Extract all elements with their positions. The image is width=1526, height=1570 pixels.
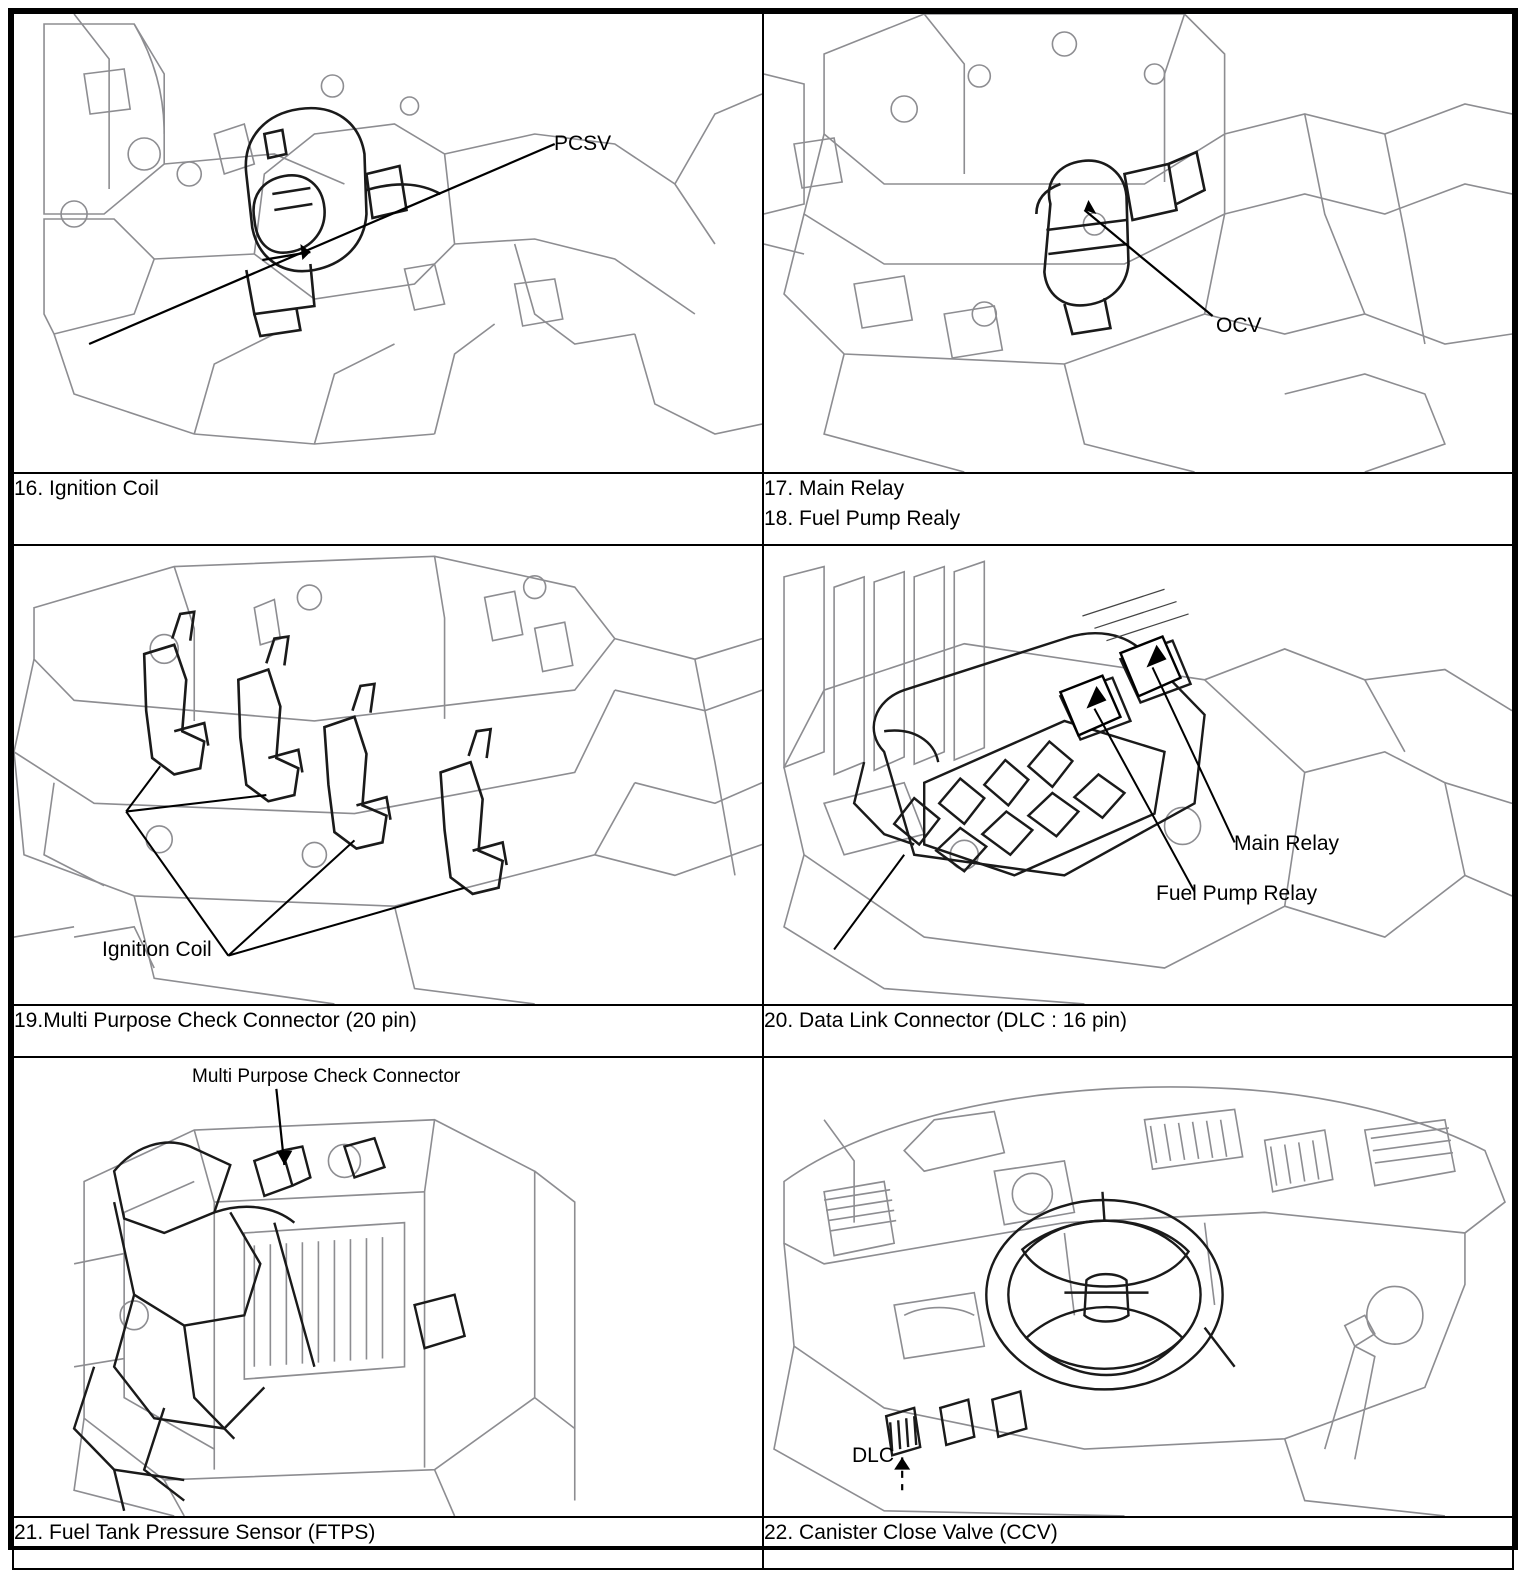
callout-pcsv: PCSV bbox=[554, 132, 612, 155]
caption-line: 16. Ignition Coil bbox=[14, 477, 159, 500]
callout-main-relay: Main Relay bbox=[1234, 832, 1340, 855]
figure-cell-multi-purpose-check-connector bbox=[13, 1057, 763, 1517]
caption-line: 18. Fuel Pump Realy bbox=[764, 507, 961, 530]
figure-pcsv-drawing bbox=[14, 14, 762, 472]
callout-ocv: OCV bbox=[1216, 314, 1262, 337]
caption-line: 20. Data Link Connector (DLC : 16 pin) bbox=[764, 1009, 1128, 1032]
figure-cell-relay-box bbox=[763, 545, 1513, 1005]
figure-ocv-drawing bbox=[764, 14, 1512, 472]
caption-cell-17-18 bbox=[763, 473, 1513, 545]
figure-cell-dashboard-dlc bbox=[763, 1057, 1513, 1517]
figure-mpcc-drawing bbox=[14, 1058, 762, 1516]
figure-relay-box-drawing bbox=[764, 546, 1512, 1004]
caption-line: 21. Fuel Tank Pressure Sensor (FTPS) bbox=[14, 1521, 376, 1544]
caption-cell-16 bbox=[13, 473, 763, 545]
caption-cell-19 bbox=[13, 1005, 763, 1057]
caption-cell-20 bbox=[763, 1005, 1513, 1057]
figure-cell-ignition-coil bbox=[13, 545, 763, 1005]
figure-cell-pcsv bbox=[13, 13, 763, 473]
component-location-grid bbox=[12, 12, 1514, 1570]
caption-cell-21 bbox=[13, 1517, 763, 1569]
figure-ignition-coil-drawing bbox=[14, 546, 762, 1004]
caption-line: 17. Main Relay bbox=[764, 477, 905, 500]
callout-multi-purpose-check-connector: Multi Purpose Check Connector bbox=[192, 1066, 461, 1087]
figure-cell-ocv bbox=[763, 13, 1513, 473]
callout-ignition-coil: Ignition Coil bbox=[102, 938, 212, 961]
callout-fuel-pump-relay: Fuel Pump Relay bbox=[1156, 882, 1318, 905]
caption-line: 22. Canister Close Valve (CCV) bbox=[764, 1521, 1058, 1544]
callout-dlc: DLC bbox=[852, 1444, 895, 1467]
caption-line: 19.Multi Purpose Check Connector (20 pin) bbox=[14, 1009, 417, 1032]
caption-cell-22 bbox=[763, 1517, 1513, 1569]
